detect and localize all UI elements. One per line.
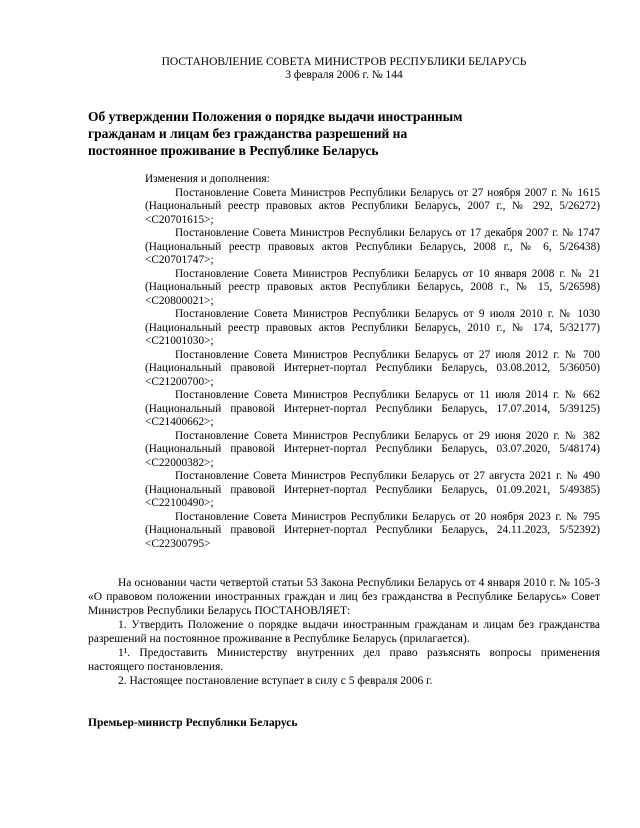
amendment-item: Постановление Совета Министров Республики Беларусь от 11 июля 2014 г. № 662 (Национальный правовой Интернет-портал Республики Беларусь, 17.07.2014, 5/39125) <C21400662>; xyxy=(145,389,600,428)
amendment-item: Постановление Совета Министров Республики Беларусь от 10 января 2008 г. № 21 (Национальный реестр правовых актов Республики Беларусь, 2008 г., № 15, 5/26598) <C20800021>; xyxy=(145,267,600,307)
amendments-label: Изменения и дополнения: xyxy=(145,173,270,185)
amendment-item: Постановление Совета Министров Республики Беларусь от 17 декабря 2007 г. № 1747 (Национальный реестр правовых актов Республики Беларусь, 2008 г., № 6, 5/26438) <C20701747>; xyxy=(145,227,600,266)
document-body xyxy=(88,576,600,688)
signature-line: Премьер-министр Республики Беларусь xyxy=(88,717,298,729)
amendment-item: Постановление Совета Министров Республики Беларусь от 27 августа 2021 г. № 490 (Национальный правовой Интернет-портал Республики Беларусь, 01.09.2021, 5/49385) <C22100490>; xyxy=(145,470,600,509)
amendments-section xyxy=(145,173,600,551)
header-org-line: ПОСТАНОВЛЕНИЕ СОВЕТА МИНИСТРОВ РЕСПУБЛИКИ БЕЛАРУСЬ xyxy=(161,56,527,68)
amendment-item: Постановление Совета Министров Республики Беларусь от 27 ноября 2007 г. № 1615 (Национальный реестр правовых актов Республики Беларусь, 2007 г., № 292, 5/26272) <C20701615>; xyxy=(145,186,600,226)
amendment-item: Постановление Совета Министров Республики Беларусь от 27 июля 2012 г. № 700 (Национальный правовой Интернет-портал Республики Беларусь, 03.08.2012, 5/36050) <C21200700>; xyxy=(145,348,600,388)
amendment-item: Постановление Совета Министров Республики Беларусь от 9 июля 2010 г. № 1030 (Национальный реестр правовых актов Республики Беларусь, 2010 г., № 174, 5/32177) <C21001030>; xyxy=(145,308,600,347)
document-header xyxy=(88,56,600,82)
body-paragraph: 2. Настоящее постановление вступает в силу с 5 февраля 2006 г. xyxy=(118,675,433,687)
amendment-item: Постановление Совета Министров Республики Беларусь от 20 ноября 2023 г. № 795 (Национальный правовой Интернет-портал Республики Беларусь, 24.11.2023, 5/52392) <C22300795> xyxy=(145,510,600,550)
body-paragraph: 1. Утвердить Положение о порядке выдачи иностранным гражданам и лицам без гражданства разрешений на постоянное проживание в Республике Беларусь (прилагается). xyxy=(88,619,600,645)
body-paragraph: На основании части четвертой статьи 53 Закона Республики Беларусь от 4 января 2010 г. № 105-З «О правовом положении иностранных граждан и лиц без гражданства в Республике Беларусь» Совет Министров Республики Беларусь ПОСТАНОВЛЯЕТ: xyxy=(88,577,600,617)
body-paragraph: 1¹. Предоставить Министерству внутренних дел право разъяснять вопросы применения настоящего постановления. xyxy=(88,647,600,673)
document-title: Об утверждении Положения о порядке выдачи иностранным гражданам и лицам без гражданства разрешений на постоянное проживание в Республике Беларусь xyxy=(88,109,463,158)
amendment-item: Постановление Совета Министров Республики Беларусь от 29 июня 2020 г. № 382 (Национальный правовой Интернет-портал Республики Беларусь, 03.07.2020, 5/48174) <C22000382>; xyxy=(145,429,600,469)
header-date-number-line: 3 февраля 2006 г. № 144 xyxy=(285,69,403,81)
